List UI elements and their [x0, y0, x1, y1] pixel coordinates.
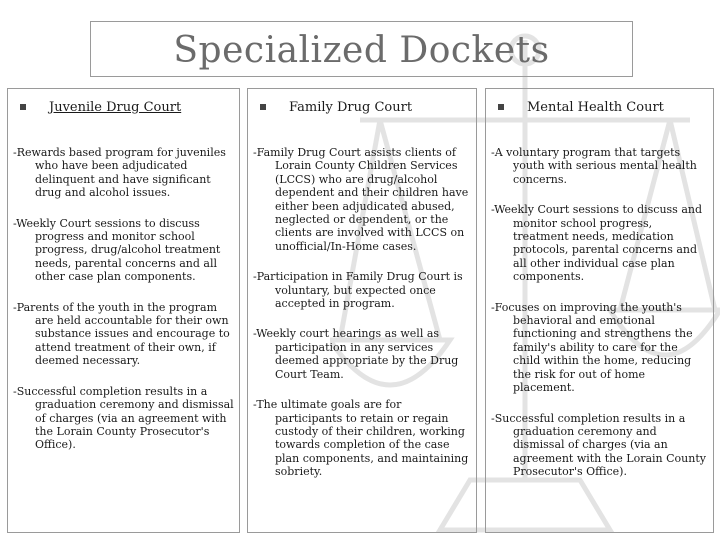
item-list: [491, 135, 708, 496]
mental-health-court-column: [485, 88, 714, 533]
list-item: -A voluntary program that targets youth with serious mental health concerns.: [491, 146, 697, 186]
square-bullet-icon: [498, 104, 504, 110]
page-title: Specialized Dockets: [173, 30, 550, 71]
list-item: -Weekly court hearings as well as participation in any services deemed appropriate by the Drug Court Team.: [253, 327, 459, 381]
list-item: -The ultimate goals are for participants to retain or regain custody of their children, working towards completion of the case plan components, and maintaining sobriety.: [253, 398, 469, 479]
column-heading: [260, 100, 472, 115]
juvenile-drug-court-column: [7, 88, 240, 533]
family-drug-court-column: [247, 88, 477, 533]
list-item: -Family Drug Court assists clients of Lorain County Children Services (LCCS) who are drug/alcohol dependent and their children have either been adjudicated abused, neglected or dependent, or the clients are involved with LCCS on unofficial/In-Home cases.: [253, 146, 469, 253]
list-item: -Weekly Court sessions to discuss progress and monitor school progress, drug/alcohol treatment needs, parental concerns and all other case plan components.: [13, 216, 221, 284]
list-item: -Parents of the youth in the program are held accountable for their own substance issues and encourage to attend treatment of their own, if deemed necessary.: [13, 300, 230, 368]
list-item: -Successful completion results in a graduation ceremony and dismissal of charges (via an agreement with the Lorain County Prosecutor's Office).: [491, 411, 706, 479]
column-heading: [498, 100, 709, 115]
item-list: [13, 135, 234, 469]
title-box: [90, 21, 633, 77]
heading-label: Juvenile Drug Court: [49, 100, 182, 115]
square-bullet-icon: [20, 104, 26, 110]
list-item: -Rewards based program for juveniles who have been adjudicated delinquent and have significant drug and alcohol issues.: [13, 146, 226, 200]
square-bullet-icon: [260, 104, 266, 110]
item-list: [253, 135, 471, 496]
list-item: -Participation in Family Drug Court is voluntary, but expected once accepted in program.: [253, 270, 463, 311]
list-item: -Weekly Court sessions to discuss and monitor school progress, treatment needs, medication protocols, parental concerns and all other individual case plan components.: [491, 203, 703, 284]
column-heading: [20, 100, 235, 115]
heading-label: Family Drug Court: [289, 100, 413, 115]
list-item: -Successful completion results in a graduation ceremony and dismissal of charges (via an agreement with the Lorain County Prosecutor's Office).: [13, 384, 234, 452]
heading-label: Mental Health Court: [527, 100, 664, 115]
list-item: -Focuses on improving the youth's behavioral and emotional functioning and strengthens the family's ability to care for the child within the home, reducing the risk for out of home placement.: [491, 300, 693, 395]
